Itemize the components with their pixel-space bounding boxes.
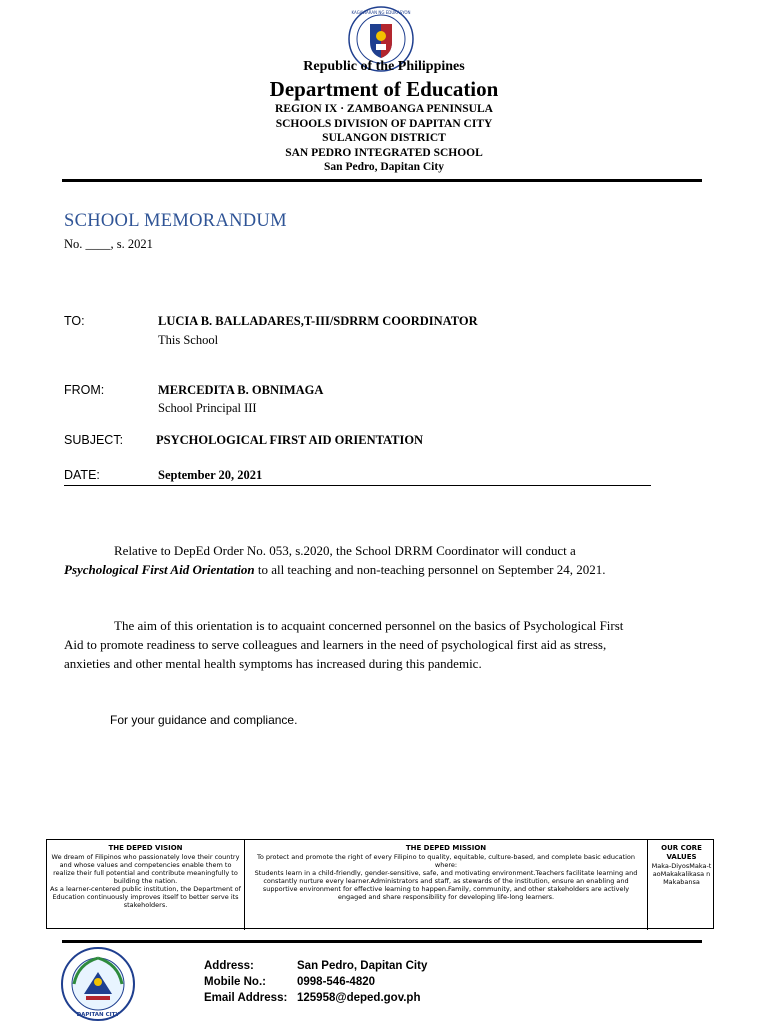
from-label: FROM: — [64, 383, 105, 397]
email-row — [204, 990, 427, 1006]
core-values-text: Maka-DiyosMaka-taoMakakalikasa nMakabansa — [651, 862, 712, 886]
memo-title: SCHOOL MEMORANDUM — [64, 211, 287, 231]
address-label: Address: — [204, 960, 254, 972]
mobile-row — [204, 974, 427, 990]
footer-divider — [62, 940, 702, 943]
paragraph-1-end: to all teaching and non-teaching personnel on September 24, 2021. — [254, 562, 606, 577]
vision-title: THE DEPED VISION — [108, 844, 183, 852]
paragraph-2-line-1: The aim of this orientation is to acquaint concerned personnel on the basics of Psychological First — [114, 618, 624, 633]
letterhead — [0, 58, 768, 175]
address-value: San Pedro, Dapitan City — [297, 960, 428, 972]
to-name: LUCIA B. BALLADARES,T-III/SDRRM COORDINATOR — [158, 314, 478, 328]
vision-text-2: As a learner-centered public institution, the Department of Education continuously improves itself to better serve its stakeholders. — [50, 885, 241, 909]
address-row — [204, 958, 427, 974]
svg-text:KAGAWARAN NG EDUKASYON: KAGAWARAN NG EDUKASYON — [351, 10, 411, 15]
memo-number: No. ____, s. 2021 — [64, 237, 153, 251]
from-name: MERCEDITA B. OBNIMAGA — [158, 383, 324, 397]
paragraph-2-line-2: Aid to promote readiness to serve colleagues and learners in the need of psychological first aid as stress, — [64, 637, 607, 652]
subject-label: SUBJECT: — [64, 433, 124, 447]
email-value: 125958@deped.gov.ph — [297, 992, 421, 1004]
emphasized-title: Psychological First Aid Orientation — [64, 562, 255, 577]
school-logo — [60, 946, 136, 1022]
mission-title: THE DEPED MISSION — [405, 844, 487, 852]
department-name: Department of Education — [269, 77, 499, 101]
date-value: September 20, 2021 — [158, 468, 263, 482]
vision-mission-box — [46, 839, 714, 929]
core-values-title: OUR CORE VALUES — [661, 844, 702, 861]
vision-column — [47, 840, 244, 930]
location-line: San Pedro, Dapitan City — [324, 161, 444, 174]
paragraph-1-line-1: Relative to DepEd Order No. 053, s.2020, the School DRRM Coordinator will conduct a — [114, 543, 576, 558]
mission-text-1: To protect and promote the right of every Filipino to quality, equitable, culture-based, and complete basic education where: — [256, 853, 636, 869]
mission-column — [244, 840, 647, 930]
district-line: SULANGON DISTRICT — [322, 132, 446, 145]
from-subtitle: School Principal III — [158, 401, 257, 415]
paragraph-2-line-3: anxieties and other mental health symptoms has increased during this pandemic. — [64, 656, 482, 671]
division-line: SCHOOLS DIVISION OF DAPITAN CITY — [275, 117, 493, 130]
subject-value: PSYCHOLOGICAL FIRST AID ORIENTATION — [156, 433, 424, 447]
to-label: TO: — [64, 314, 85, 328]
republic-line: Republic of the Philippines — [303, 59, 465, 74]
date-underline — [64, 485, 651, 486]
vision-text: We dream of Filipinos who passionately love their country and whose values and competencies enable them to realize their full potential and contribute meaningfully to building the nation. — [51, 853, 240, 885]
core-values-column — [647, 840, 715, 930]
region-line: REGION IX · ZAMBOANGA PENINSULA — [275, 103, 493, 115]
svg-text:DAPITAN CITY: DAPITAN CITY — [76, 1012, 120, 1018]
school-line: SAN PEDRO INTEGRATED SCHOOL — [285, 146, 483, 159]
header-divider — [62, 179, 702, 182]
paragraph-3: For your guidance and compliance. — [110, 713, 298, 727]
paragraph-1-line-2 — [64, 560, 664, 579]
mission-text-2: Students learn in a child-friendly, gender-sensitive, safe, and motivating environment.Teachers facilitate learning and constantly nurture every learner.Administrators and staff, as stewards of the institution, ensure an enabling and supportive environment for effective learning to happen.Family, community, and other stakeholders are actively engaged and share responsibility for developing life-long learners. — [254, 869, 638, 901]
email-label: Email Address: — [204, 992, 288, 1004]
contact-info — [204, 958, 427, 1006]
date-label: DATE: — [64, 468, 100, 482]
mobile-label: Mobile No.: — [204, 976, 266, 988]
paragraph-2 — [64, 616, 684, 673]
paragraph-1 — [64, 541, 664, 579]
to-subtitle: This School — [158, 333, 219, 347]
mobile-value: 0998-546-4820 — [297, 976, 376, 988]
